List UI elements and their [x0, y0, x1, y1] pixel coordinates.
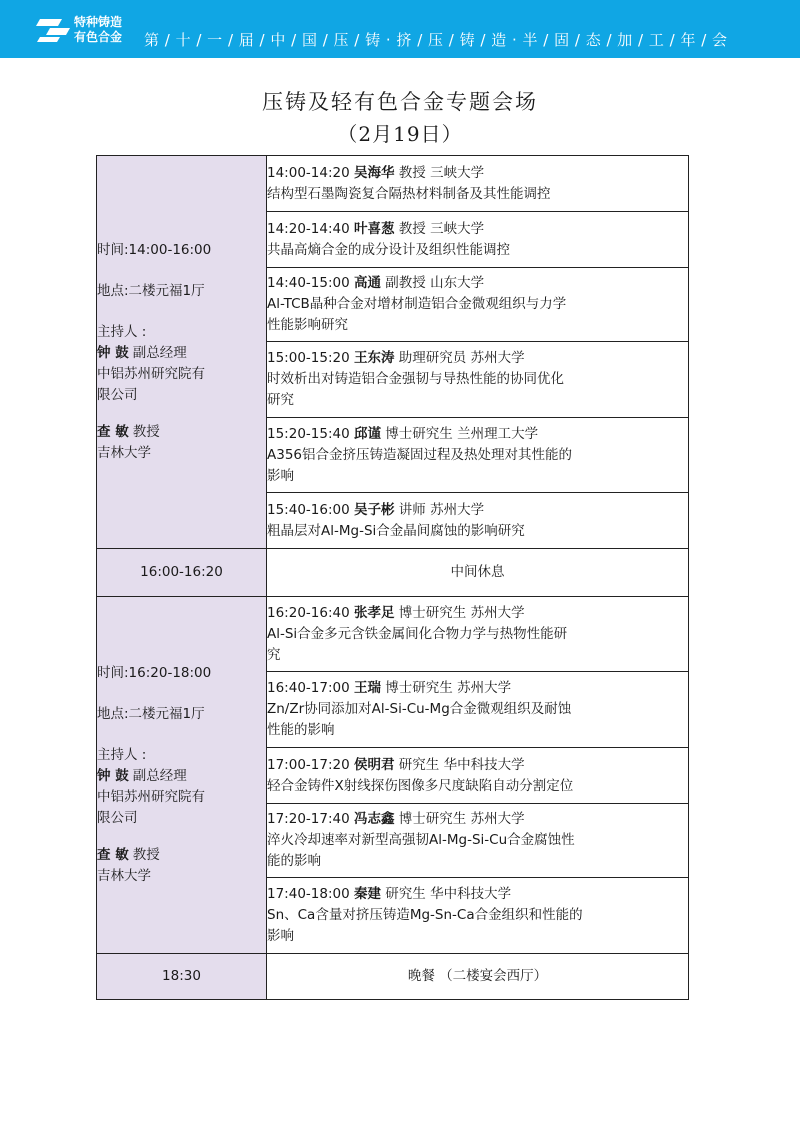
host-2	[97, 845, 266, 866]
talk-info: 研究生 华中科技大学	[385, 886, 512, 902]
talk-info: 助理研究员 苏州大学	[398, 350, 525, 366]
logo-line-2: 有色合金	[74, 30, 123, 44]
host-1-title: 副总经理	[132, 345, 187, 361]
session-location: 地点:二楼元福1厅	[97, 706, 205, 722]
host-2-org: 吉林大学	[97, 445, 151, 461]
dinner-label: 晚餐 （二楼宴会西厅）	[267, 954, 689, 1000]
talk-header	[267, 348, 688, 369]
talk-time: 15:40-16:00	[267, 501, 350, 518]
session-info	[97, 156, 267, 549]
talk-speaker: 高通	[353, 275, 381, 291]
talk-header	[267, 884, 688, 905]
talk-cell	[267, 156, 689, 212]
talk-topic-line-2: 究	[267, 646, 281, 663]
talk-header	[267, 219, 688, 240]
logo-line-1: 特种铸造	[74, 15, 123, 29]
dinner-row	[97, 954, 689, 1000]
logo	[36, 14, 140, 46]
page-date: （2月19日）	[337, 122, 463, 146]
talk-topic-line-1: Al-Si合金多元含铁金属间化合物力学与热物性能研	[267, 625, 568, 642]
talk-cell	[267, 748, 689, 804]
talk-cell	[267, 672, 689, 748]
host-1-org-a: 中铝苏州研究院有	[97, 366, 205, 382]
logo-mark-icon	[36, 17, 72, 43]
talk-time: 15:00-15:20	[267, 350, 350, 366]
talk-time: 16:20-16:40	[267, 604, 350, 621]
talk-topic-line-1: A356铝合金挤压铸造凝固过程及热处理对其性能的	[267, 446, 573, 463]
talk-topic: 粗晶层对Al-Mg-Si合金晶间腐蚀的影响研究	[267, 522, 525, 539]
talk-time: 16:40-17:00	[267, 680, 350, 696]
talk-speaker: 吴子彬	[353, 501, 395, 518]
talk-topic-line-2: 性能的影响	[267, 722, 335, 738]
host-1-org-b: 限公司	[97, 387, 138, 403]
host-2	[97, 422, 266, 443]
session-info	[97, 597, 267, 954]
talk-topic-line-2: 性能影响研究	[267, 317, 348, 333]
talk-speaker: 王东涛	[353, 350, 395, 366]
talk-time: 15:20-15:40	[267, 425, 350, 442]
talk-topic-line-2: 研究	[267, 392, 294, 408]
host-1-org-a: 中铝苏州研究院有	[97, 789, 205, 805]
talk-info: 讲师 苏州大学	[398, 501, 485, 518]
talk-header	[267, 755, 688, 776]
host-label: 主持人 :	[97, 324, 147, 340]
header-banner	[0, 0, 800, 58]
talk-topic-line-1: 时效析出对铸造铝合金强韧与导热性能的协同优化	[267, 371, 564, 387]
talk-cell	[267, 597, 689, 672]
talk-info: 教授 三峡大学	[398, 220, 485, 237]
break-time: 16:00-16:20	[97, 549, 267, 597]
host-1-name: 钟 鼓	[97, 768, 129, 784]
talk-header	[267, 163, 688, 184]
page-title: 压铸及轻有色合金专题会场	[262, 90, 538, 114]
talk-topic-line-1: Zn/Zr协同添加对Al-Si-Cu-Mg合金微观组织及耐蚀	[267, 701, 572, 717]
talk-cell	[267, 878, 689, 954]
talk-cell	[267, 804, 689, 878]
talk-topic-line-2: 能的影响	[267, 853, 321, 869]
host-1	[97, 766, 266, 787]
talk-topic-line-2: 影响	[267, 928, 294, 944]
talk-speaker: 侯明君	[353, 756, 395, 773]
talk-cell	[267, 212, 689, 268]
talk-info: 博士研究生 苏州大学	[385, 680, 512, 696]
talk-topic: 共晶高熵合金的成分设计及组织性能调控	[267, 241, 510, 258]
talk-cell	[267, 342, 689, 418]
talk-speaker: 秦建	[353, 886, 381, 902]
host-1-org-b: 限公司	[97, 810, 138, 826]
talk-time: 17:20-17:40	[267, 811, 350, 827]
talk-topic-line-1: Al-TCB晶种合金对增材制造铝合金微观组织与力学	[267, 296, 567, 312]
dinner-time: 18:30	[97, 954, 267, 1000]
program-table	[96, 155, 689, 1000]
talk-cell	[267, 493, 689, 549]
talk-topic-line-2: 影响	[267, 467, 294, 484]
talk-speaker: 王瑞	[353, 680, 381, 696]
session-time: 时间:14:00-16:00	[97, 242, 212, 258]
talk-header	[267, 678, 688, 699]
host-1	[97, 343, 266, 364]
break-row	[97, 549, 689, 597]
session-location: 地点:二楼元福1厅	[97, 283, 205, 299]
talk-time: 14:20-14:40	[267, 220, 350, 237]
talk-header	[267, 424, 688, 445]
host-1-name: 钟 鼓	[97, 345, 129, 361]
host-1-title: 副总经理	[132, 768, 187, 784]
talk-header	[267, 809, 688, 830]
host-2-title: 教授	[132, 847, 160, 863]
talk-info: 副教授 山东大学	[385, 275, 485, 291]
talk-time: 17:00-17:20	[267, 756, 350, 773]
talk-speaker: 叶喜葱	[353, 220, 395, 237]
talk-topic: 结构型石墨陶瓷复合隔热材料制备及其性能调控	[267, 185, 551, 202]
talk-info: 研究生 华中科技大学	[398, 756, 525, 773]
talk-time: 17:40-18:00	[267, 886, 350, 902]
talk-speaker: 吴海华	[353, 164, 395, 181]
host-2-title: 教授	[132, 424, 160, 440]
talk-info: 博士研究生 兰州理工大学	[385, 425, 539, 442]
talk-cell	[267, 418, 689, 493]
talk-row	[97, 597, 689, 672]
host-2-name: 查 敏	[97, 424, 129, 440]
talk-topic: 轻合金铸件X射线探伤图像多尺度缺陷自动分割定位	[267, 777, 574, 794]
talk-cell	[267, 268, 689, 342]
talk-info: 教授 三峡大学	[398, 164, 485, 181]
conference-title: 第 / 十 / 一 / 届 / 中 / 国 / 压 / 铸 · 挤 / 压 / 铸 / 造 · 半 / 固 / 态 / 加 / 工 / 年 / 会	[144, 31, 728, 49]
talk-time: 14:40-15:00	[267, 275, 350, 291]
talk-header	[267, 603, 688, 624]
talk-speaker: 冯志鑫	[353, 811, 395, 827]
talk-time: 14:00-14:20	[267, 164, 350, 181]
talk-speaker: 张孝足	[353, 604, 395, 621]
talk-info: 博士研究生 苏州大学	[398, 811, 525, 827]
session-time: 时间:16:20-18:00	[97, 665, 212, 681]
talk-topic-line-1: 淬火冷却速率对新型高强韧Al-Mg-Si-Cu合金腐蚀性	[267, 832, 575, 848]
logo-text	[74, 15, 144, 45]
talk-header	[267, 500, 688, 521]
host-label: 主持人 :	[97, 747, 147, 763]
talk-speaker: 邱谨	[353, 425, 381, 442]
talk-row	[97, 156, 689, 212]
talk-topic-line-1: Sn、Ca含量对挤压铸造Mg-Sn-Ca合金组织和性能的	[267, 907, 583, 923]
host-2-org: 吉林大学	[97, 868, 151, 884]
talk-info: 博士研究生 苏州大学	[398, 604, 525, 621]
talk-header	[267, 273, 688, 294]
host-2-name: 查 敏	[97, 847, 129, 863]
break-label: 中间休息	[267, 549, 689, 597]
